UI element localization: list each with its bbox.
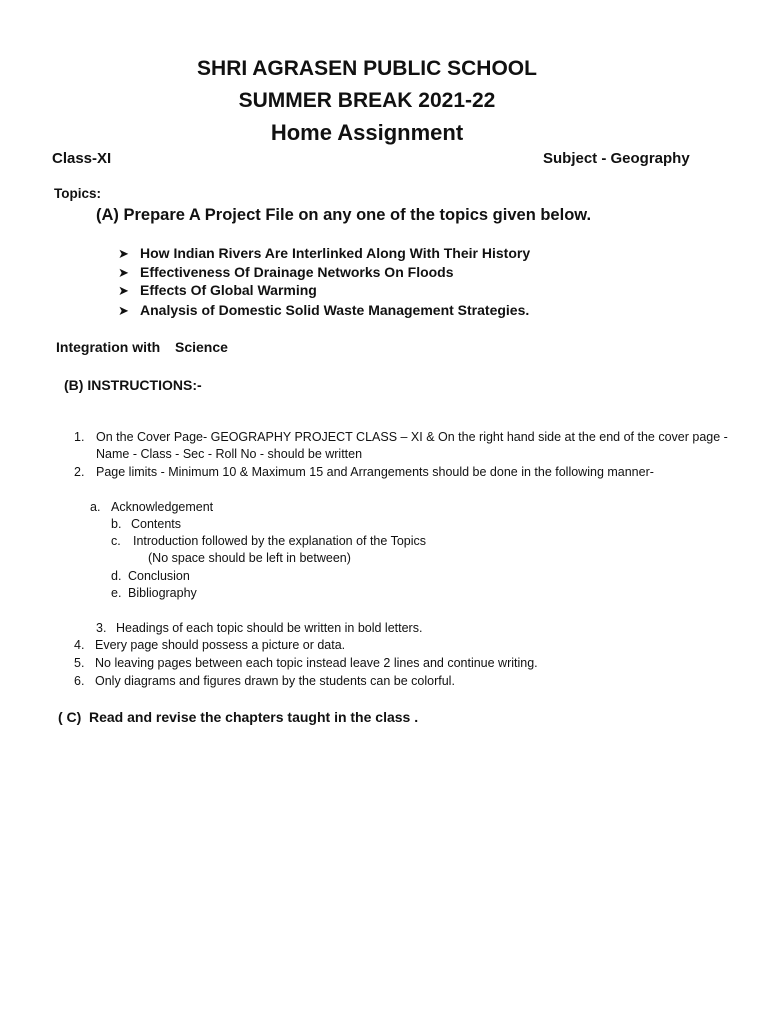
class-label: Class-XI [52, 150, 112, 167]
arrow-bullet-icon: ➤ [118, 303, 129, 318]
sub-item [111, 534, 426, 548]
instruction-number: 6. [74, 674, 85, 688]
topic-item [118, 264, 454, 281]
section-c-text: Read and revise the chapters taught in the class . [89, 709, 419, 725]
sub-item [111, 569, 190, 583]
topic-item [118, 282, 317, 299]
sub-item-text: Bibliography [128, 586, 197, 600]
instruction-number: 5. [74, 656, 85, 670]
topic-text: Effects Of Global Warming [140, 282, 317, 298]
section-b-heading: (B) INSTRUCTIONS:- [64, 377, 202, 393]
instruction-number: 2. [74, 465, 85, 479]
sub-item-letter: b. [111, 517, 122, 531]
sub-item-text: Introduction followed by the explanation of the Topics [133, 534, 427, 548]
section-a-heading: (A) Prepare A Project File on any one of the topics given below. [96, 206, 592, 224]
instruction-item [74, 674, 455, 688]
instruction-text: Page limits - Minimum 10 & Maximum 15 and Arrangements should be done in the following manner- [96, 465, 654, 479]
sub-item-letter: e. [111, 586, 122, 600]
sub-item-text: Acknowledgement [111, 500, 214, 514]
integration-label: Integration with [56, 339, 161, 355]
sub-item-text: Contents [131, 517, 182, 531]
instruction-item [74, 430, 728, 444]
integration-subject: Science [175, 339, 228, 355]
instruction-number: 1. [74, 430, 85, 444]
subject-label: Subject - Geography [543, 150, 690, 167]
sub-item [111, 517, 181, 531]
topic-item [118, 245, 530, 262]
topics-label: Topics: [54, 186, 101, 201]
session-title: SUMMER BREAK 2021-22 [238, 89, 496, 112]
instruction-text: On the Cover Page- GEOGRAPHY PROJECT CLASS – XI & On the right hand side at the end of the cover page - [96, 430, 728, 444]
topic-text: Analysis of Domestic Solid Waste Management Strategies. [140, 302, 530, 318]
instruction-text: No leaving pages between each topic instead leave 2 lines and continue writing. [95, 656, 538, 670]
sub-item-letter: a. [90, 500, 101, 514]
instruction-number: 4. [74, 638, 85, 652]
sub-item-letter: d. [111, 569, 122, 583]
topic-text: Effectiveness Of Drainage Networks On Floods [140, 264, 454, 280]
section-c-label: ( C) [58, 709, 82, 725]
instruction-item [74, 465, 654, 479]
instruction-text: Headings of each topic should be written in bold letters. [116, 621, 423, 635]
instruction-text-continued: Name - Class - Sec - Roll No - should be written [96, 447, 363, 461]
instruction-item [74, 656, 538, 670]
instruction-text: Every page should possess a picture or data. [95, 638, 346, 652]
instruction-item [74, 638, 345, 652]
sub-item [111, 586, 197, 600]
sub-item-text: Conclusion [128, 569, 190, 583]
arrow-bullet-icon: ➤ [118, 246, 129, 261]
instruction-text: Only diagrams and figures drawn by the students can be colorful. [95, 674, 455, 688]
sub-item-note: (No space should be left in between) [148, 551, 351, 565]
arrow-bullet-icon: ➤ [118, 265, 129, 280]
sub-item-letter: c. [111, 534, 121, 548]
instruction-number: 3. [96, 621, 107, 635]
topic-text: How Indian Rivers Are Interlinked Along With Their History [140, 245, 531, 261]
arrow-bullet-icon: ➤ [118, 283, 129, 298]
page-title: Home Assignment [270, 120, 464, 145]
instruction-item [96, 621, 422, 635]
topic-item [118, 302, 529, 319]
school-name: SHRI AGRASEN PUBLIC SCHOOL [197, 57, 537, 80]
sub-item [90, 500, 213, 514]
